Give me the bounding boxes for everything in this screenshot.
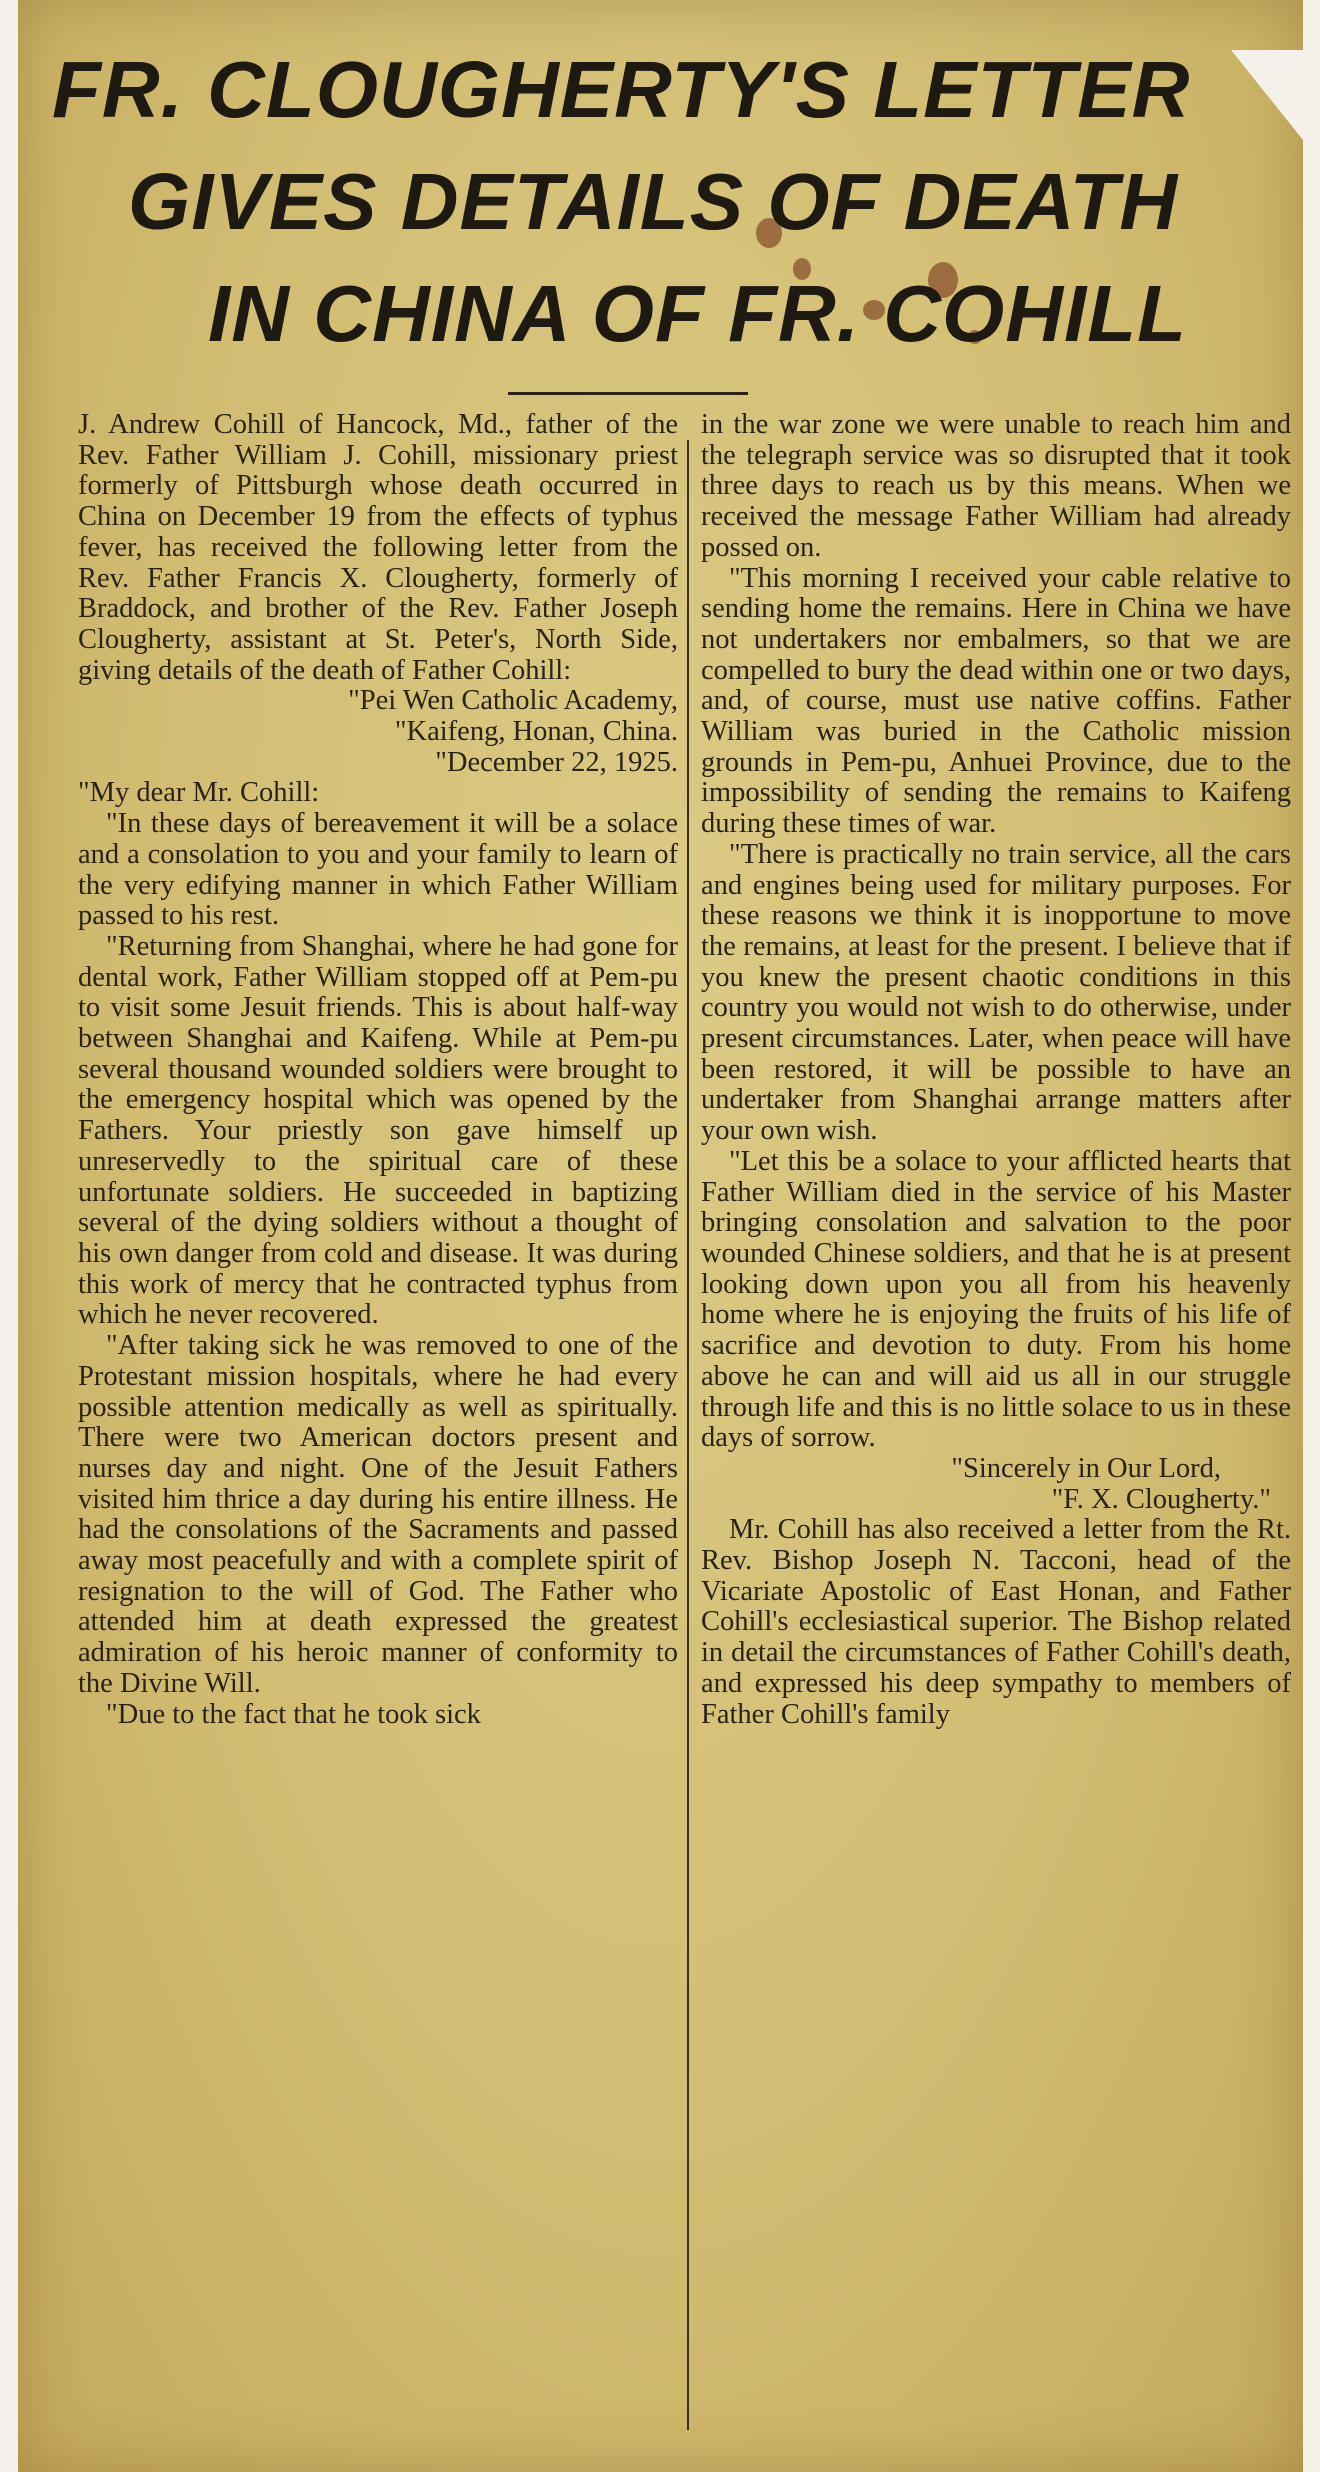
- bishop-letter-paragraph: Mr. Cohill has also received a letter from the Rt. Rev. Bishop Joseph N. Tacconi, head of the Vicariate Apostolic of East Honan, and Father Cohill's ecclesiastical superior. The Bishop related in detail the circumstances of Father Cohill's death, and expressed his deep sympathy to members of Father Cohill's family: [701, 1514, 1291, 1730]
- headline-line-3: IN CHINA OF FR. COHILL: [208, 269, 1187, 358]
- letter-paragraph: "There is practically no train service, all the cars and engines being used for military purposes. For these reasons we think it is inopportune to move the remains, at least for the present. I believe that if you knew the present chaotic conditions in this country you would not wish to do otherwise, under present circumstances. Later, when peace will have been restored, it will be possible to have an undertaker from Shanghai arrange matters after your own wish.: [701, 838, 1291, 1147]
- letter-date: "December 22, 1925.: [435, 746, 678, 778]
- letter-signature: "F. X. Clougherty.": [1051, 1483, 1271, 1515]
- letter-paragraph: "After taking sick he was removed to one of the Protestant mission hospitals, where he had every possible attention medically as well as spiritually. There were two American doctors present and nurses day and night. One of the Jesuit Fathers visited him thrice a day during his entire illness. He had the consolations of the Sacraments and passed away most peacefully and with a complete spirit of resignation to the will of God. The Father who attended him at death expressed the greatest admiration of his heroic manner of conformity to the Divine Will.: [78, 1330, 678, 1699]
- newspaper-clipping: [18, 0, 1303, 2472]
- headline-line-1: FR. CLOUGHERTY'S LETTER: [52, 45, 1191, 134]
- letter-paragraph: "Returning from Shanghai, where he had gone for dental work, Father William stopped off at Pem-pu to visit some Jesuit friends. This is about half-way between Shanghai and Kaifeng. While at Pem-pu several thousand wounded soldiers were brought to the emergency hospital which was opened by the Fathers. Your priestly son gave himself up unreservedly to the spiritual care of these unfortunate soldiers. He succeeded in baptizing several of the dying soldiers without a thought of his own danger from cold and disease. It was during this work of mercy that he contracted typhus from which he never recovered.: [78, 930, 678, 1331]
- letter-salutation: "My dear Mr. Cohill:: [78, 777, 320, 809]
- letter-address-city: "Kaifeng, Honan, China.: [394, 716, 678, 748]
- intro-paragraph: J. Andrew Cohill of Hancock, Md., father of the Rev. Father William J. Cohill, missionary priest formerly of Pittsburgh whose death occurred in China on December 19 from the effects of typhus fever, has received the following letter from the Rev. Father Francis X. Clougherty, formerly of Braddock, and brother of the Rev. Father Joseph Clougherty, assistant at St. Peter's, North Side, giving details of the death of Father Cohill:: [78, 410, 678, 686]
- headline-line-2: GIVES DETAILS OF DEATH: [128, 157, 1179, 246]
- letter-paragraph: in the war zone we were unable to reach him and the telegraph service was so disrupted that it took three days to reach us by this means. When we received the message Father William had already possed on.: [701, 410, 1291, 563]
- headline: [48, 40, 1298, 370]
- letter-paragraph: "Let this be a solace to your afflicted hearts that Father William died in the service of his Master bringing consolation and salvation to the poor wounded Chinese soldiers, and that he is at present looking down upon you all from his heavenly home where he is enjoying the fruits of his life of sacrifice and devotion to duty. From his home above he can and will aid us all in our struggle through life and this is no little solace to us in these days of sorrow.: [701, 1145, 1291, 1454]
- article-column-left: [78, 410, 678, 2420]
- letter-paragraph: "Due to the fact that he took sick: [106, 1698, 481, 1730]
- letter-paragraph: "This morning I received your cable relative to sending home the remains. Here in China we have not undertakers nor embalmers, so that we are compelled to bury the dead within one or two days, and, of course, must use native coffins. Father William was buried in the Catholic mission grounds in Pem-pu, Anhuei Province, due to the impossibility of sending the remains to Kaifeng during these times of war.: [701, 562, 1291, 840]
- letter-closing: "Sincerely in Our Lord,: [951, 1452, 1221, 1484]
- column-divider: [687, 440, 689, 2430]
- headline-rule: [508, 392, 748, 395]
- article-column-right: [701, 410, 1291, 2420]
- letter-paragraph: "In these days of bereavement it will be a solace and a consolation to you and your family to learn of the very edifying manner in which Father William passed to his rest.: [78, 808, 678, 932]
- letter-address-academy: "Pei Wen Catholic Academy,: [348, 685, 678, 717]
